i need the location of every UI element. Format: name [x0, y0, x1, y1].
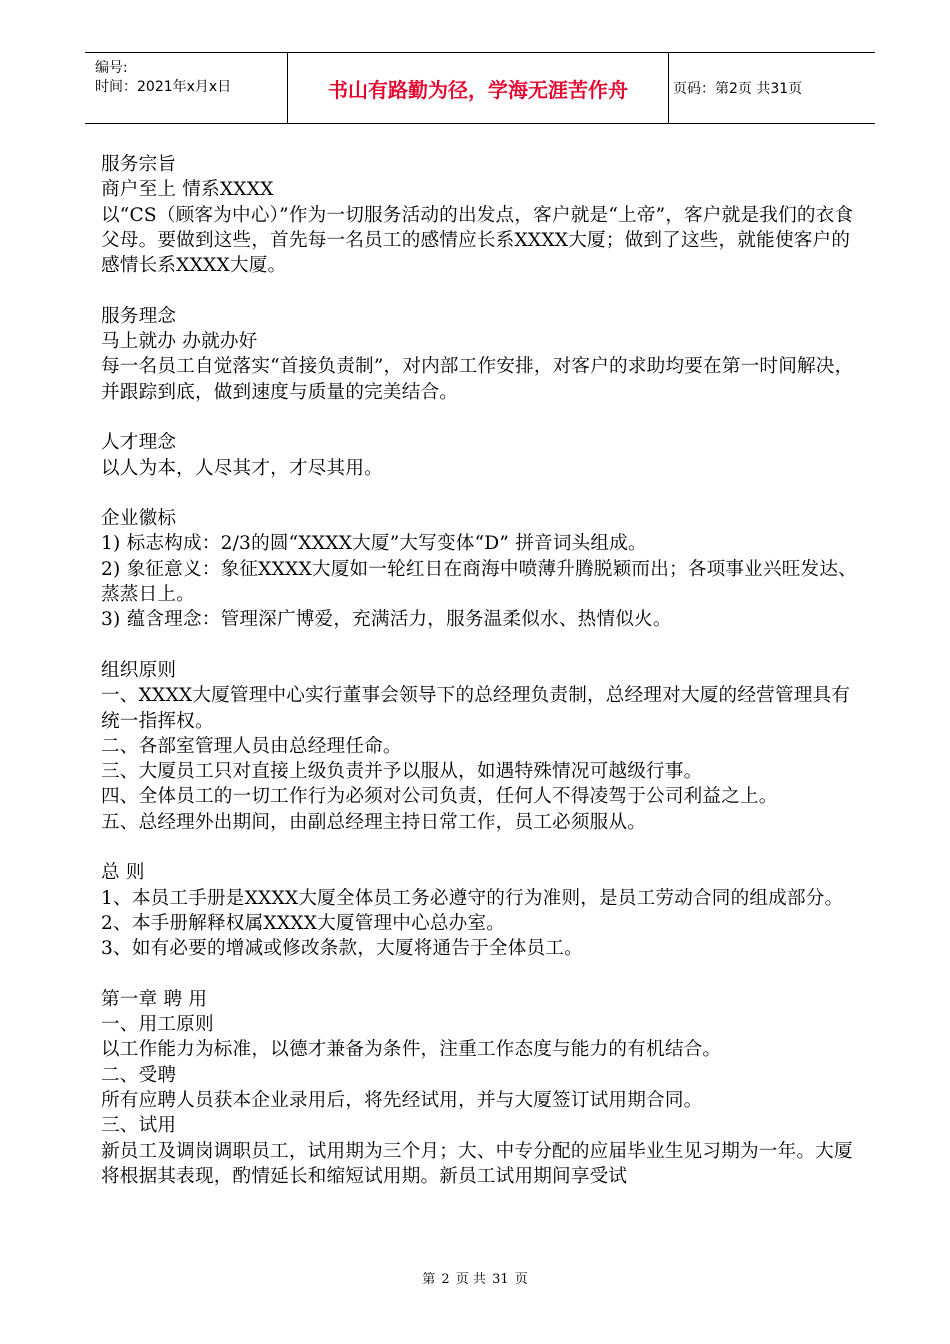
- paragraph: 以人为本，人尽其才，才尽其用。: [101, 457, 383, 479]
- section-title-corporate-logo: 企业徽标: [101, 508, 177, 530]
- footer-page-total: 31: [492, 1272, 509, 1287]
- paragraph: 马上就办 办就办好: [101, 331, 258, 353]
- chapter-title-employment: 第一章 聘 用: [101, 988, 208, 1010]
- footer-page-number: 2: [441, 1272, 450, 1287]
- page-header: [85, 52, 875, 124]
- paragraph: 商户至上 情系XXXX: [101, 179, 274, 201]
- list-item: 3、如有必要的增减或修改条款，大厦将通告于全体员工。: [101, 938, 583, 960]
- section-title-organization-principles: 组织原则: [101, 659, 177, 681]
- list-item: 1、本员工手册是XXXX大厦全体员工务必遵守的行为准则，是员工劳动合同的组成部分。: [101, 887, 844, 909]
- paragraph: 所有应聘人员获本企业录用后，将先经试用，并与大厦签订试用期合同。: [101, 1089, 703, 1111]
- section-title-service-concept: 服务理念: [101, 305, 177, 327]
- footer-page-mid: 页 共: [455, 1272, 486, 1287]
- section-title-talent-concept: 人才理念: [101, 432, 177, 454]
- document-number-label: 编号:: [95, 60, 128, 76]
- document-time-label: 时间：2021年x月x日: [95, 79, 232, 95]
- footer-page-suffix: 页: [514, 1272, 528, 1287]
- document-body: [101, 152, 863, 1189]
- list-item: 一、XXXX大厦管理中心实行董事会领导下的总经理负责制，总经理对大厦的经营管理具有统一指挥权。: [101, 685, 851, 732]
- list-item: 2) 象征意义：象征XXXX大厦如一轮红日在商海中喷薄升腾脱颖而出；各项事业兴旺发达、蒸蒸日上。: [101, 558, 857, 606]
- footer-page-prefix: 第: [422, 1272, 436, 1287]
- subsection-heading: 二、受聘: [101, 1064, 177, 1086]
- header-page-label: 页码：第2页 共31页: [673, 81, 803, 97]
- subsection-heading: 三、试用: [101, 1115, 177, 1137]
- paragraph: 新员工及调岗调职员工，试用期为三个月；大、中专分配的应届毕业生见习期为一年。大厦将根据其表现，酌情延长和缩短试用期。新员工试用期间享受试: [101, 1140, 853, 1187]
- list-item: 五、总经理外出期间，由副总经理主持日常工作，员工必须服从。: [101, 811, 647, 833]
- paragraph: 以工作能力为标准，以德才兼备为条件，注重工作态度与能力的有机结合。: [101, 1039, 722, 1061]
- paragraph: 每一名员工自觉落实“首接负责制”，对内部工作安排，对客户的求助均要在第一时间解决，并跟踪到底，做到速度与质量的完美结合。: [101, 356, 854, 403]
- list-item: 1) 标志构成：2/3的圆“XXXX大厦”大写变体“D” 拼音词头组成。: [101, 533, 647, 555]
- list-item: 四、全体员工的一切工作行为必须对公司负责，任何人不得凌驾于公司利益之上。: [101, 786, 778, 808]
- header-motto: 书山有路勤为径，学海无涯苦作舟: [287, 53, 669, 123]
- list-item: 三、大厦员工只对直接上级负责并予以服从，如遇特殊情况可越级行事。: [101, 761, 703, 783]
- header-meta: [85, 53, 287, 123]
- subsection-heading: 一、用工原则: [101, 1014, 214, 1036]
- section-title-general-rules: 总 则: [101, 862, 145, 884]
- list-item: 3) 蕴含理念：管理深广博爱，充满活力，服务温柔似水、热情似火。: [101, 609, 672, 631]
- page-footer: [0, 1268, 950, 1287]
- section-title-service-purpose: 服务宗旨: [101, 154, 177, 175]
- list-item: 2、本手册解释权属XXXX大厦管理中心总办室。: [101, 912, 506, 934]
- list-item: 二、各部室管理人员由总经理任命。: [101, 735, 402, 757]
- paragraph: 以“CS（顾客为中心）”作为一切服务活动的出发点，客户就是“上帝”，客户就是我们的衣食父母。要做到这些，首先每一名员工的感情应长系XXXX大厦；做到了这些，就能使客户的感情长系XXXX大厦。: [101, 204, 854, 277]
